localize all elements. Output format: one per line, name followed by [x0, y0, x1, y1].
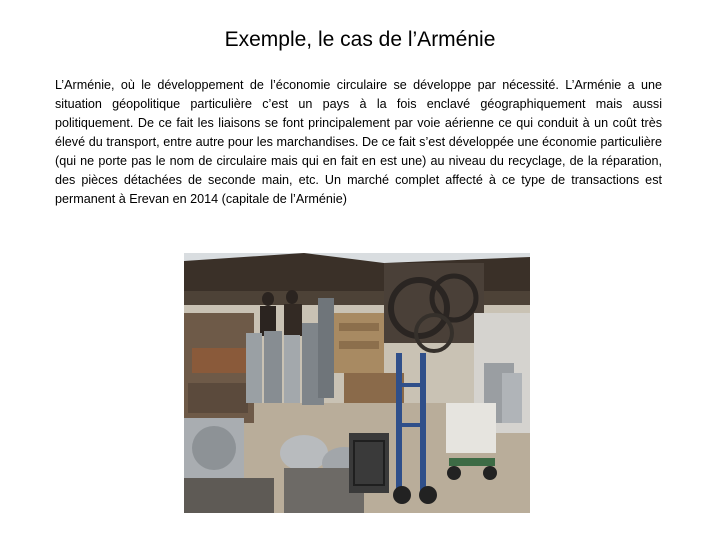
metal-parts — [188, 383, 248, 413]
person-body — [284, 304, 302, 336]
wheel — [419, 486, 437, 504]
crate-slat — [339, 323, 379, 331]
wheel — [483, 466, 497, 480]
foreground-parts — [184, 478, 274, 513]
parts-stack — [344, 373, 404, 403]
green-cart — [449, 458, 495, 466]
mesh-cylinder — [318, 298, 334, 398]
wheel — [447, 466, 461, 480]
hand-truck-bar — [396, 423, 426, 427]
slide-title: Exemple, le cas de l’Arménie — [224, 28, 496, 51]
white-machine — [446, 403, 496, 453]
mesh-cylinder — [246, 333, 262, 403]
gas-cylinder — [502, 373, 522, 423]
rust-parts — [192, 348, 247, 373]
person-head — [262, 292, 274, 306]
mesh-cylinder — [264, 331, 282, 403]
market-photo-illustration — [184, 253, 530, 513]
person-head — [286, 290, 298, 304]
crate-slat — [339, 341, 379, 349]
pump — [280, 435, 328, 471]
motor-housing — [192, 426, 236, 470]
market-photo — [184, 253, 530, 513]
slide-body-text: L’Arménie, où le développement de l’économie circulaire se développe par nécessité. L’Arménie a une situation géopolitique particulière c’est un pays à la fois enclavé géographiquement mais aussi politiquement. De ce fait les liaisons se font principalement par voie aérienne ce qui conduit à un coût très élevé du transport, entre autre pour les marchandises. De ce fait s’est développée une économie particulière (qui ne porte pas le nom de circulaire mais qui en fait en est une) au niveau du recyclage, de la réparation, des pièces détachées de seconde main, etc. Un marché complet affecté à ce type de transactions est permanent à Erevan en 2014 (capitale de l’Arménie) — [55, 78, 662, 206]
wheel — [393, 486, 411, 504]
hand-truck-bar — [396, 383, 426, 387]
mesh-cylinder — [284, 335, 300, 403]
